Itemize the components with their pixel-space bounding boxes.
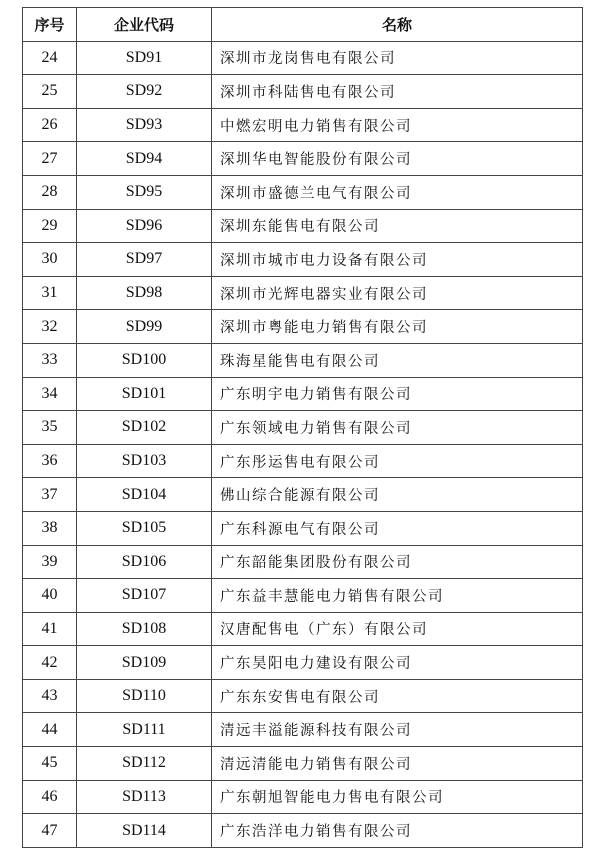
company-name-cell: 深圳东能售电有限公司 bbox=[212, 209, 583, 243]
company-code-cell: SD92 bbox=[77, 75, 212, 109]
company-code-cell: SD99 bbox=[77, 310, 212, 344]
company-name-cell: 深圳市龙岗售电有限公司 bbox=[212, 41, 583, 75]
serial-number-cell: 47 bbox=[23, 814, 77, 848]
serial-number-cell: 28 bbox=[23, 175, 77, 209]
company-name-cell: 深圳华电智能股份有限公司 bbox=[212, 142, 583, 176]
company-code-cell: SD91 bbox=[77, 41, 212, 75]
company-name-cell: 中燃宏明电力销售有限公司 bbox=[212, 108, 583, 142]
company-name-cell: 珠海星能售电有限公司 bbox=[212, 343, 583, 377]
company-code-cell: SD110 bbox=[77, 679, 212, 713]
company-name-cell: 清远清能电力销售有限公司 bbox=[212, 747, 583, 781]
table-header bbox=[23, 8, 583, 42]
table-row bbox=[23, 75, 583, 109]
company-code-cell: SD101 bbox=[77, 377, 212, 411]
serial-number-cell: 38 bbox=[23, 511, 77, 545]
company-code-cell: SD108 bbox=[77, 612, 212, 646]
company-code-cell: SD104 bbox=[77, 478, 212, 512]
serial-number-cell: 46 bbox=[23, 780, 77, 814]
serial-number-cell: 24 bbox=[23, 41, 77, 75]
table-row bbox=[23, 747, 583, 781]
company-code-cell: SD94 bbox=[77, 142, 212, 176]
table-row bbox=[23, 511, 583, 545]
company-name-cell: 广东科源电气有限公司 bbox=[212, 511, 583, 545]
serial-number-cell: 39 bbox=[23, 545, 77, 579]
table-row bbox=[23, 108, 583, 142]
header-company-code: 企业代码 bbox=[77, 8, 212, 42]
table-row bbox=[23, 175, 583, 209]
company-code-cell: SD112 bbox=[77, 747, 212, 781]
table-row bbox=[23, 646, 583, 680]
table-row bbox=[23, 545, 583, 579]
company-name-cell: 广东浩洋电力销售有限公司 bbox=[212, 814, 583, 848]
serial-number-cell: 40 bbox=[23, 579, 77, 613]
table-row bbox=[23, 814, 583, 848]
company-name-cell: 广东益丰慧能电力销售有限公司 bbox=[212, 579, 583, 613]
company-code-cell: SD103 bbox=[77, 444, 212, 478]
serial-number-cell: 45 bbox=[23, 747, 77, 781]
table-row bbox=[23, 444, 583, 478]
serial-number-cell: 31 bbox=[23, 276, 77, 310]
company-code-cell: SD109 bbox=[77, 646, 212, 680]
company-name-cell: 深圳市粤能电力销售有限公司 bbox=[212, 310, 583, 344]
company-name-cell: 深圳市盛德兰电气有限公司 bbox=[212, 175, 583, 209]
company-name-cell: 广东朝旭智能电力售电有限公司 bbox=[212, 780, 583, 814]
serial-number-cell: 32 bbox=[23, 310, 77, 344]
company-code-cell: SD95 bbox=[77, 175, 212, 209]
table-row bbox=[23, 243, 583, 277]
company-name-cell: 深圳市光辉电器实业有限公司 bbox=[212, 276, 583, 310]
header-serial-number: 序号 bbox=[23, 8, 77, 42]
company-code-cell: SD113 bbox=[77, 780, 212, 814]
company-name-cell: 广东昊阳电力建设有限公司 bbox=[212, 646, 583, 680]
company-code-cell: SD102 bbox=[77, 411, 212, 445]
table-row bbox=[23, 377, 583, 411]
company-table bbox=[22, 7, 583, 848]
header-row bbox=[23, 8, 583, 42]
company-name-cell: 清远丰溢能源科技有限公司 bbox=[212, 713, 583, 747]
table-row bbox=[23, 478, 583, 512]
company-code-cell: SD111 bbox=[77, 713, 212, 747]
company-code-cell: SD114 bbox=[77, 814, 212, 848]
company-name-cell: 汉唐配售电（广东）有限公司 bbox=[212, 612, 583, 646]
company-name-cell: 广东彤运售电有限公司 bbox=[212, 444, 583, 478]
table-row bbox=[23, 142, 583, 176]
company-code-cell: SD97 bbox=[77, 243, 212, 277]
company-code-cell: SD105 bbox=[77, 511, 212, 545]
table-row bbox=[23, 679, 583, 713]
header-company-name: 名称 bbox=[212, 8, 583, 42]
company-name-cell: 广东明宇电力销售有限公司 bbox=[212, 377, 583, 411]
serial-number-cell: 44 bbox=[23, 713, 77, 747]
serial-number-cell: 29 bbox=[23, 209, 77, 243]
serial-number-cell: 42 bbox=[23, 646, 77, 680]
table-row bbox=[23, 41, 583, 75]
serial-number-cell: 35 bbox=[23, 411, 77, 445]
table-row bbox=[23, 579, 583, 613]
serial-number-cell: 25 bbox=[23, 75, 77, 109]
serial-number-cell: 33 bbox=[23, 343, 77, 377]
serial-number-cell: 26 bbox=[23, 108, 77, 142]
company-code-cell: SD96 bbox=[77, 209, 212, 243]
company-code-cell: SD106 bbox=[77, 545, 212, 579]
table-body bbox=[23, 41, 583, 847]
company-name-cell: 广东韶能集团股份有限公司 bbox=[212, 545, 583, 579]
serial-number-cell: 36 bbox=[23, 444, 77, 478]
company-name-cell: 广东领域电力销售有限公司 bbox=[212, 411, 583, 445]
company-name-cell: 广东东安售电有限公司 bbox=[212, 679, 583, 713]
company-name-cell: 佛山综合能源有限公司 bbox=[212, 478, 583, 512]
table-row bbox=[23, 612, 583, 646]
table-row bbox=[23, 310, 583, 344]
company-code-cell: SD107 bbox=[77, 579, 212, 613]
serial-number-cell: 34 bbox=[23, 377, 77, 411]
table-row bbox=[23, 780, 583, 814]
document-sheet bbox=[22, 7, 582, 848]
table-row bbox=[23, 343, 583, 377]
serial-number-cell: 41 bbox=[23, 612, 77, 646]
table-row bbox=[23, 276, 583, 310]
table-row bbox=[23, 209, 583, 243]
table-row bbox=[23, 411, 583, 445]
serial-number-cell: 27 bbox=[23, 142, 77, 176]
serial-number-cell: 43 bbox=[23, 679, 77, 713]
company-code-cell: SD98 bbox=[77, 276, 212, 310]
company-name-cell: 深圳市科陆售电有限公司 bbox=[212, 75, 583, 109]
company-code-cell: SD100 bbox=[77, 343, 212, 377]
serial-number-cell: 37 bbox=[23, 478, 77, 512]
company-code-cell: SD93 bbox=[77, 108, 212, 142]
serial-number-cell: 30 bbox=[23, 243, 77, 277]
company-name-cell: 深圳市城市电力设备有限公司 bbox=[212, 243, 583, 277]
table-row bbox=[23, 713, 583, 747]
